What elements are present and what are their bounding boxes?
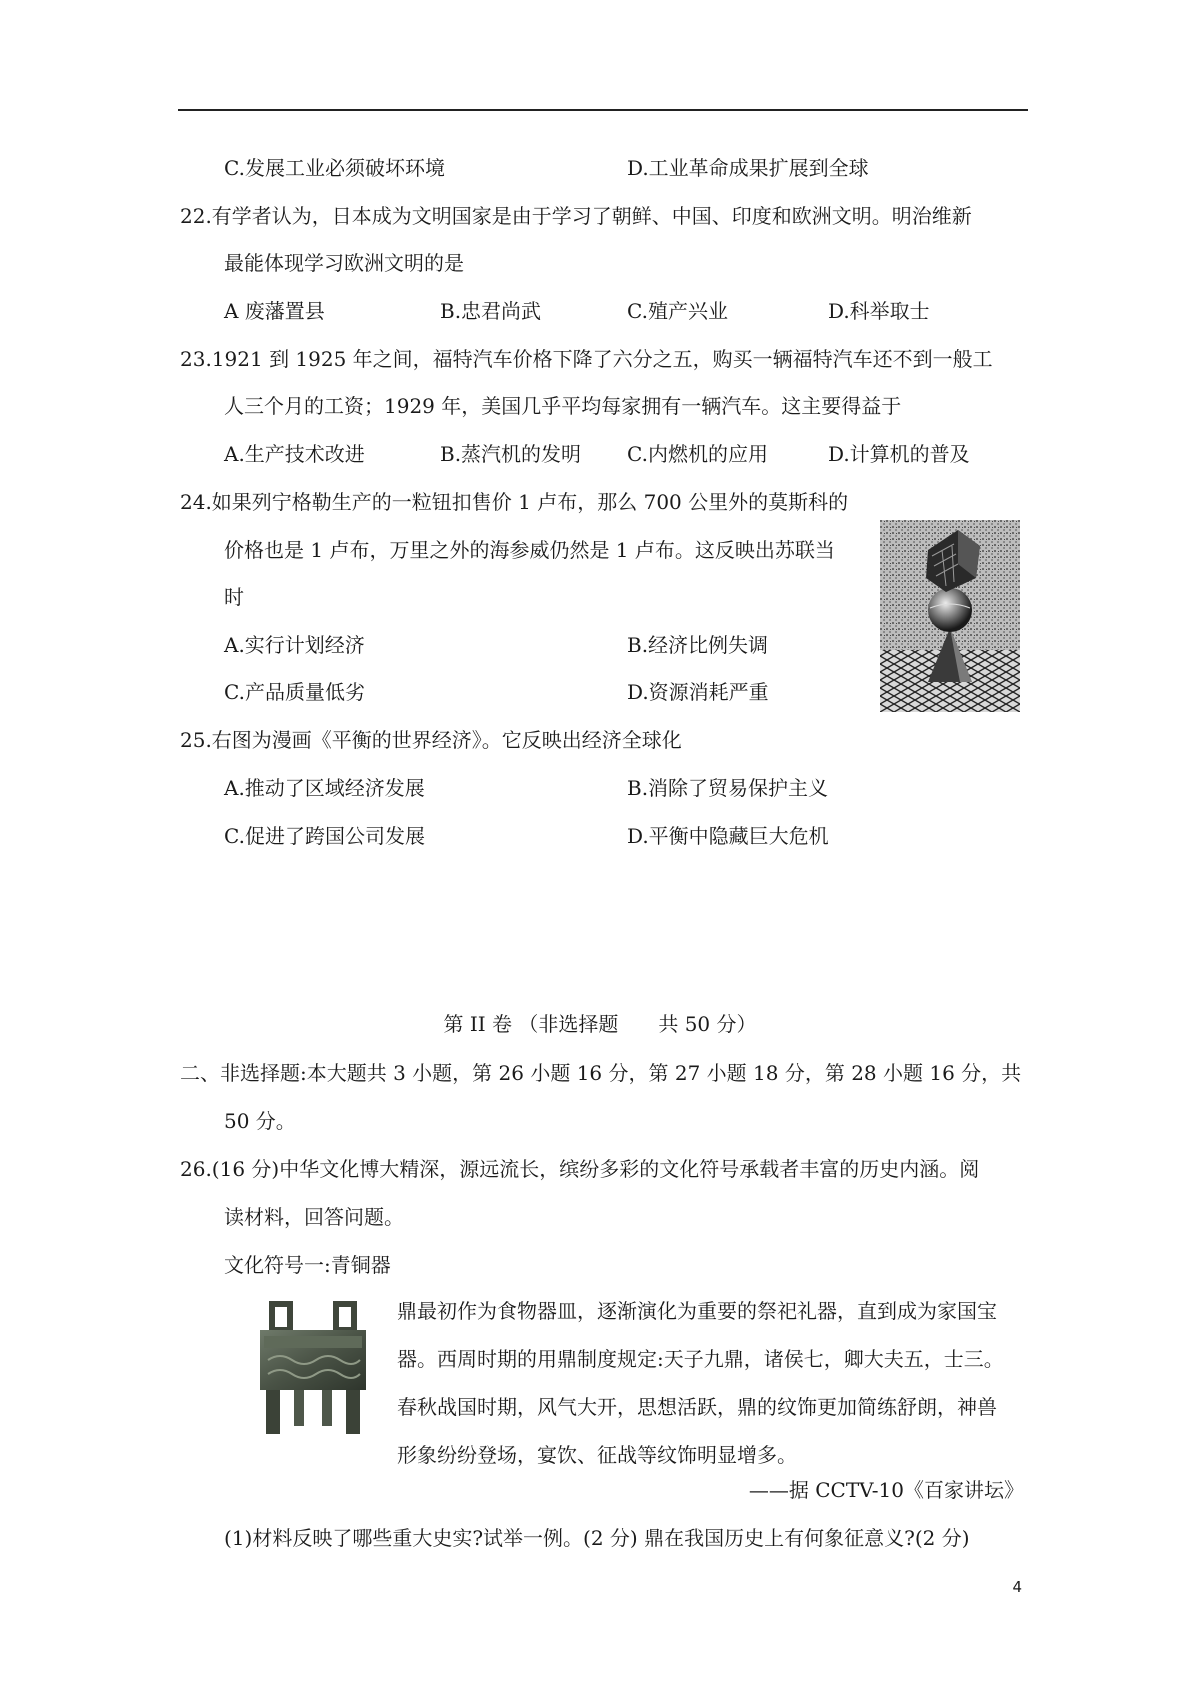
q25-option-d: D.平衡中隐藏巨大危机 <box>627 824 829 848</box>
q22-option-d: D.科举取士 <box>828 299 930 323</box>
q26-material-line4: 形象纷纷登场，宴饮、征战等纹饰明显增多。 <box>397 1443 797 1467</box>
q25-option-b: B.消除了贸易保护主义 <box>627 776 829 800</box>
q23-option-b: B.蒸汽机的发明 <box>440 442 582 466</box>
q22-stem-line1: 22.有学者认为，日本成为文明国家是由于学习了朝鲜、中国、印度和欧洲文明。明治维新 <box>180 204 972 228</box>
q26-material-line3: 春秋战国时期，风气大开，思想活跃，鼎的纹饰更加简练舒朗，神兽 <box>397 1395 997 1419</box>
section-ii-title: 第 II 卷 （非选择题 共 50 分） <box>443 1012 757 1036</box>
part2-instruction-line2: 50 分。 <box>224 1109 296 1133</box>
q23-option-c: C.内燃机的应用 <box>627 442 768 466</box>
q22-option-a: A 废藩置县 <box>224 299 325 323</box>
q26-stem-line2: 读材料，回答问题。 <box>224 1205 404 1229</box>
q26-question-1: (1)材料反映了哪些重大史实?试举一例。(2 分) 鼎在我国历史上有何象征意义?(2 分) <box>224 1526 970 1550</box>
balanced-economy-cartoon-image <box>880 520 1020 712</box>
q21-option-c: C.发展工业必须破坏环境 <box>224 156 445 180</box>
header-rule <box>178 109 1028 111</box>
q26-material-line1: 鼎最初作为食物器皿，逐渐演化为重要的祭祀礼器，直到成为家国宝 <box>397 1299 997 1323</box>
q25-option-c: C.促进了跨国公司发展 <box>224 824 425 848</box>
q26-subheading: 文化符号一:青铜器 <box>224 1253 391 1277</box>
q25-option-a: A.推动了区域经济发展 <box>224 776 425 800</box>
page-number: 4 <box>1012 1578 1022 1596</box>
q24-option-b: B.经济比例失调 <box>627 633 769 657</box>
q24-option-c: C.产品质量低劣 <box>224 680 365 704</box>
q25-stem-line1: 25.右图为漫画《平衡的世界经济》。它反映出经济全球化 <box>180 728 682 752</box>
bronze-ding-image <box>250 1300 374 1438</box>
q22-option-c: C.殖产兴业 <box>627 299 728 323</box>
q24-stem-line2: 价格也是 1 卢布，万里之外的海参威仍然是 1 卢布。这反映出苏联当 <box>224 538 835 562</box>
q23-stem-line1: 23.1921 到 1925 年之间，福特汽车价格下降了六分之五，购买一辆福特汽车还不到一般工 <box>180 347 993 371</box>
q24-option-d: D.资源消耗严重 <box>627 680 769 704</box>
q26-material-line2: 器。西周时期的用鼎制度规定:天子九鼎，诸侯七，卿大夫五，士三。 <box>397 1347 1004 1371</box>
q26-source-citation: ——据 CCTV-10《百家讲坛》 <box>748 1478 1024 1502</box>
q21-option-d: D.工业革命成果扩展到全球 <box>627 156 869 180</box>
q24-stem-line1: 24.如果列宁格勒生产的一粒钮扣售价 1 卢布，那么 700 公里外的莫斯科的 <box>180 490 849 514</box>
part2-instruction-line1: 二、非选择题:本大题共 3 小题，第 26 小题 16 分，第 27 小题 18 分，第 28 小题 16 分，共 <box>180 1061 1022 1085</box>
q22-stem-line2: 最能体现学习欧洲文明的是 <box>224 251 464 275</box>
q22-option-b: B.忠君尚武 <box>440 299 542 323</box>
q24-option-a: A.实行计划经济 <box>224 633 365 657</box>
q23-option-d: D.计算机的普及 <box>828 442 970 466</box>
q23-option-a: A.生产技术改进 <box>224 442 365 466</box>
q24-stem-line3: 时 <box>224 585 244 609</box>
q26-stem-line1: 26.(16 分)中华文化博大精深，源远流长，缤纷多彩的文化符号承载者丰富的历史内涵。阅 <box>180 1157 980 1181</box>
q23-stem-line2: 人三个月的工资；1929 年，美国几乎平均每家拥有一辆汽车。这主要得益于 <box>224 394 902 418</box>
